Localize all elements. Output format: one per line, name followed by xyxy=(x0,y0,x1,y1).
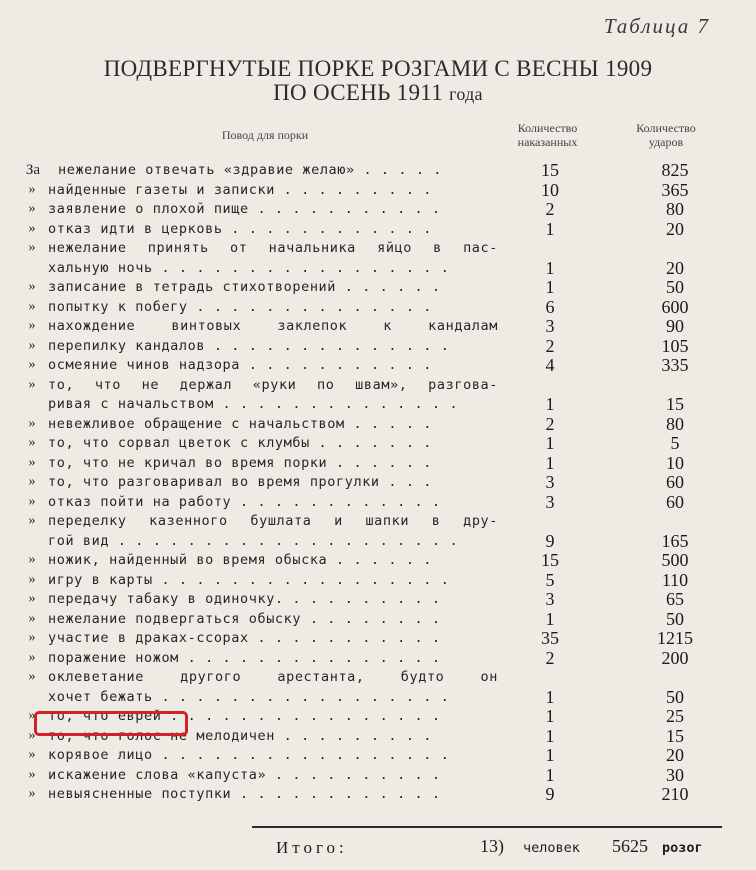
table-row xyxy=(0,610,756,630)
row-blows: 50 xyxy=(666,686,684,707)
row-count: 1 xyxy=(545,257,555,278)
highlight-box xyxy=(34,711,188,736)
table-row xyxy=(0,161,756,181)
row-count: 1 xyxy=(545,452,555,473)
ditto-mark: » xyxy=(28,669,36,684)
row-reason: записание в тетрадь стихотворений . . . . . . xyxy=(48,279,441,295)
row-reason: найденные газеты и записки . . . . . . . . . xyxy=(48,181,433,198)
ditto-mark: » xyxy=(28,181,36,197)
row-blows: 165 xyxy=(661,530,689,551)
table-row xyxy=(0,278,756,298)
column-header-blows-line-1: Количество xyxy=(636,121,696,135)
row-blows: 65 xyxy=(666,589,684,609)
ditto-mark: » xyxy=(28,454,36,470)
ditto-mark: » xyxy=(28,201,36,216)
row-count: 2 xyxy=(545,647,555,668)
row-count: 1 xyxy=(545,394,555,414)
row-preposition: За xyxy=(25,162,41,178)
row-reason: нежелание отвечать «здравие желаю» . . . . . xyxy=(58,162,443,178)
row-count: 1 xyxy=(545,706,555,726)
row-reason: хочет бежать . . . . . . . . . . . . . . . . . xyxy=(48,688,450,705)
row-blows: 105 xyxy=(661,335,689,356)
ditto-mark: » xyxy=(28,493,36,509)
row-count: 3 xyxy=(545,316,555,336)
row-blows: 200 xyxy=(661,647,689,668)
row-count: 35 xyxy=(541,628,559,648)
table-row xyxy=(0,473,756,493)
row-count: 1 xyxy=(545,764,555,785)
row-reason: передачу табаку в одиночку. . . . . . . . . . xyxy=(48,591,441,607)
table-row xyxy=(0,649,756,669)
total-count-unit: человек xyxy=(523,840,580,856)
table-row xyxy=(0,590,756,610)
row-blows: 50 xyxy=(666,608,684,629)
row-count: 1 xyxy=(545,218,555,239)
ditto-mark: » xyxy=(28,552,36,567)
table-row xyxy=(0,688,756,708)
row-reason: невыясненные поступки . . . . . . . . . . . . xyxy=(48,786,441,802)
row-reason: нахождение винтовых заклепок к кандалам xyxy=(48,318,498,334)
ditto-mark: » xyxy=(28,337,36,353)
total-count: 13) xyxy=(480,836,504,856)
table-row xyxy=(0,395,756,415)
ditto-mark: » xyxy=(28,513,36,528)
row-count: 1 xyxy=(545,686,555,707)
row-count: 1 xyxy=(545,433,555,453)
row-count: 5 xyxy=(545,569,555,590)
row-count: 1 xyxy=(545,745,555,765)
row-reason: то, что голос не мелодичен . . . . . . . . . xyxy=(48,727,433,744)
table-row xyxy=(0,220,756,240)
ditto-mark: » xyxy=(28,727,36,743)
ditto-mark: » xyxy=(28,357,36,372)
table-row xyxy=(0,317,756,337)
table-row xyxy=(0,239,756,259)
row-blows: 5 xyxy=(670,433,680,453)
row-blows: 25 xyxy=(666,706,684,726)
title-period: ПО ОСЕНЬ 1911 xyxy=(273,80,444,105)
row-reason: нежелание принять от начальника яйцо в пас- xyxy=(48,240,498,256)
row-reason: участие в драках-ссорах . . . . . . . . . . . xyxy=(48,630,441,646)
ditto-mark: » xyxy=(28,415,36,431)
ditto-mark: » xyxy=(28,708,36,723)
row-reason: игру в карты . . . . . . . . . . . . . . . . . xyxy=(48,571,450,588)
row-count: 3 xyxy=(545,472,555,492)
table-number: Таблица 7 xyxy=(603,14,710,38)
row-blows: 60 xyxy=(666,491,684,512)
row-blows: 600 xyxy=(661,296,689,317)
row-count: 9 xyxy=(545,530,555,551)
ditto-mark: » xyxy=(28,747,36,762)
row-blows: 50 xyxy=(666,277,684,297)
row-blows: 1215 xyxy=(657,628,693,648)
row-count: 2 xyxy=(545,199,555,219)
row-reason: перепилку кандалов . . . . . . . . . . . . . . xyxy=(48,337,450,354)
table-row xyxy=(0,200,756,220)
table-title-line-2 xyxy=(0,80,756,106)
table-row xyxy=(0,785,756,805)
row-count: 15 xyxy=(541,160,559,180)
total-blows-unit: розог xyxy=(662,840,703,856)
row-blows: 90 xyxy=(666,316,684,336)
row-count: 10 xyxy=(541,179,559,200)
table-row xyxy=(0,259,756,279)
row-count: 2 xyxy=(545,335,555,356)
row-count: 15 xyxy=(541,550,559,570)
row-reason: нежелание подвергаться обыску . . . . . . . . xyxy=(48,610,441,627)
row-blows: 15 xyxy=(666,394,684,414)
table-row xyxy=(0,376,756,396)
row-reason: переделку казенного бушлата и шапки в дру- xyxy=(48,513,498,529)
ditto-mark: » xyxy=(28,571,36,587)
column-header-reason: Повод для порки xyxy=(221,128,309,142)
table-row xyxy=(0,668,756,688)
table-row xyxy=(0,571,756,591)
row-blows: 15 xyxy=(666,725,684,746)
ditto-mark: » xyxy=(28,220,36,236)
row-count: 4 xyxy=(545,355,555,375)
row-count: 3 xyxy=(545,491,555,512)
ditto-mark: » xyxy=(28,610,36,626)
row-count: 1 xyxy=(545,608,555,629)
row-count: 6 xyxy=(545,296,555,317)
row-reason: гой вид . . . . . . . . . . . . . . . . . . . . xyxy=(48,532,459,549)
row-reason: то, что не держал «руки по швам», разгова- xyxy=(48,376,498,393)
column-header-count-line-2: наказанных xyxy=(517,135,578,149)
ditto-mark: » xyxy=(28,630,36,645)
table-row xyxy=(0,181,756,201)
column-header-count-line-1: Количество xyxy=(517,121,578,135)
ditto-mark: » xyxy=(28,649,36,665)
column-header-count xyxy=(500,121,595,149)
table-row xyxy=(0,512,756,532)
total-blows: 5625 xyxy=(612,836,648,856)
row-blows: 20 xyxy=(666,745,684,765)
column-header-blows-line-2: ударов xyxy=(648,135,684,149)
ditto-mark: » xyxy=(28,376,36,392)
row-count: 2 xyxy=(545,413,555,434)
row-blows: 10 xyxy=(666,452,684,473)
row-count: 1 xyxy=(545,277,555,297)
ditto-mark: » xyxy=(28,591,36,606)
row-blows: 110 xyxy=(661,569,689,590)
row-count: 1 xyxy=(545,725,555,746)
row-reason: ривая с начальством . . . . . . . . . . . . . . xyxy=(48,396,459,412)
row-reason: хальную ночь . . . . . . . . . . . . . . . . . xyxy=(48,259,450,276)
table-title-line-1: ПОДВЕРГНУТЫЕ ПОРКЕ РОЗГАМИ С ВЕСНЫ 1909 xyxy=(103,56,653,81)
row-count: 3 xyxy=(545,589,555,609)
row-reason: оклеветание другого арестанта, будто он xyxy=(48,669,498,685)
row-blows: 60 xyxy=(666,472,684,492)
ditto-mark: » xyxy=(28,298,36,314)
total-label: Итого: xyxy=(276,838,348,857)
table-row xyxy=(0,415,756,435)
row-blows: 825 xyxy=(661,160,689,180)
row-reason: ножик, найденный во время обыска . . . . . . xyxy=(48,552,433,568)
row-reason: то, что разговаривал во время прогулки . . . xyxy=(48,474,433,490)
ditto-mark: » xyxy=(28,318,36,333)
row-blows: 500 xyxy=(661,550,689,570)
ditto-mark: » xyxy=(28,279,36,294)
row-reason: поражение ножом . . . . . . . . . . . . . . . xyxy=(48,649,441,666)
table-row xyxy=(0,337,756,357)
table-row xyxy=(0,298,756,318)
row-blows: 80 xyxy=(666,199,684,219)
row-blows: 20 xyxy=(666,257,684,278)
row-reason: невежливое обращение с начальством . . . . . xyxy=(48,415,433,432)
row-blows: 210 xyxy=(661,784,689,804)
row-reason: заявление о плохой пище . . . . . . . . . . . xyxy=(48,201,441,217)
row-reason: попытку к побегу . . . . . . . . . . . . . . xyxy=(48,298,433,315)
row-count: 9 xyxy=(545,784,555,804)
row-reason: то, что еврей . . . . . . . . . . . . . . . . xyxy=(48,708,441,724)
row-reason: искажение слова «капуста» . . . . . . . . . . xyxy=(48,766,441,783)
table-row xyxy=(0,746,756,766)
row-blows: 80 xyxy=(666,413,684,434)
column-header-blows xyxy=(616,121,716,149)
ditto-mark: » xyxy=(28,766,36,782)
row-blows: 20 xyxy=(666,218,684,239)
row-blows: 365 xyxy=(661,179,689,200)
total-rule xyxy=(252,826,722,828)
table-row xyxy=(0,356,756,376)
row-blows: 335 xyxy=(661,355,689,375)
ditto-mark: » xyxy=(28,435,36,450)
table-row xyxy=(0,629,756,649)
table-row xyxy=(0,766,756,786)
row-reason: то, что не кричал во время порки . . . . . . xyxy=(48,454,433,471)
row-reason: отказ пойти на работу . . . . . . . . . . . . xyxy=(48,493,441,510)
ditto-mark: » xyxy=(28,474,36,489)
table-row xyxy=(0,454,756,474)
row-reason: корявое лицо . . . . . . . . . . . . . . . . . xyxy=(48,747,450,763)
ditto-mark: » xyxy=(28,786,36,801)
table-row xyxy=(0,493,756,513)
row-blows: 30 xyxy=(666,764,684,785)
table-row xyxy=(0,434,756,454)
table-row xyxy=(0,532,756,552)
row-reason: отказ идти в церковь . . . . . . . . . . . . xyxy=(48,220,433,237)
ditto-mark: » xyxy=(28,240,36,255)
table-body xyxy=(0,161,756,805)
table-row xyxy=(0,551,756,571)
row-reason: то, что сорвал цветок с клумбы . . . . . . . xyxy=(48,435,433,451)
row-reason: осмеяние чинов надзора . . . . . . . . . . . xyxy=(48,357,433,373)
title-year-word: года xyxy=(449,84,483,104)
